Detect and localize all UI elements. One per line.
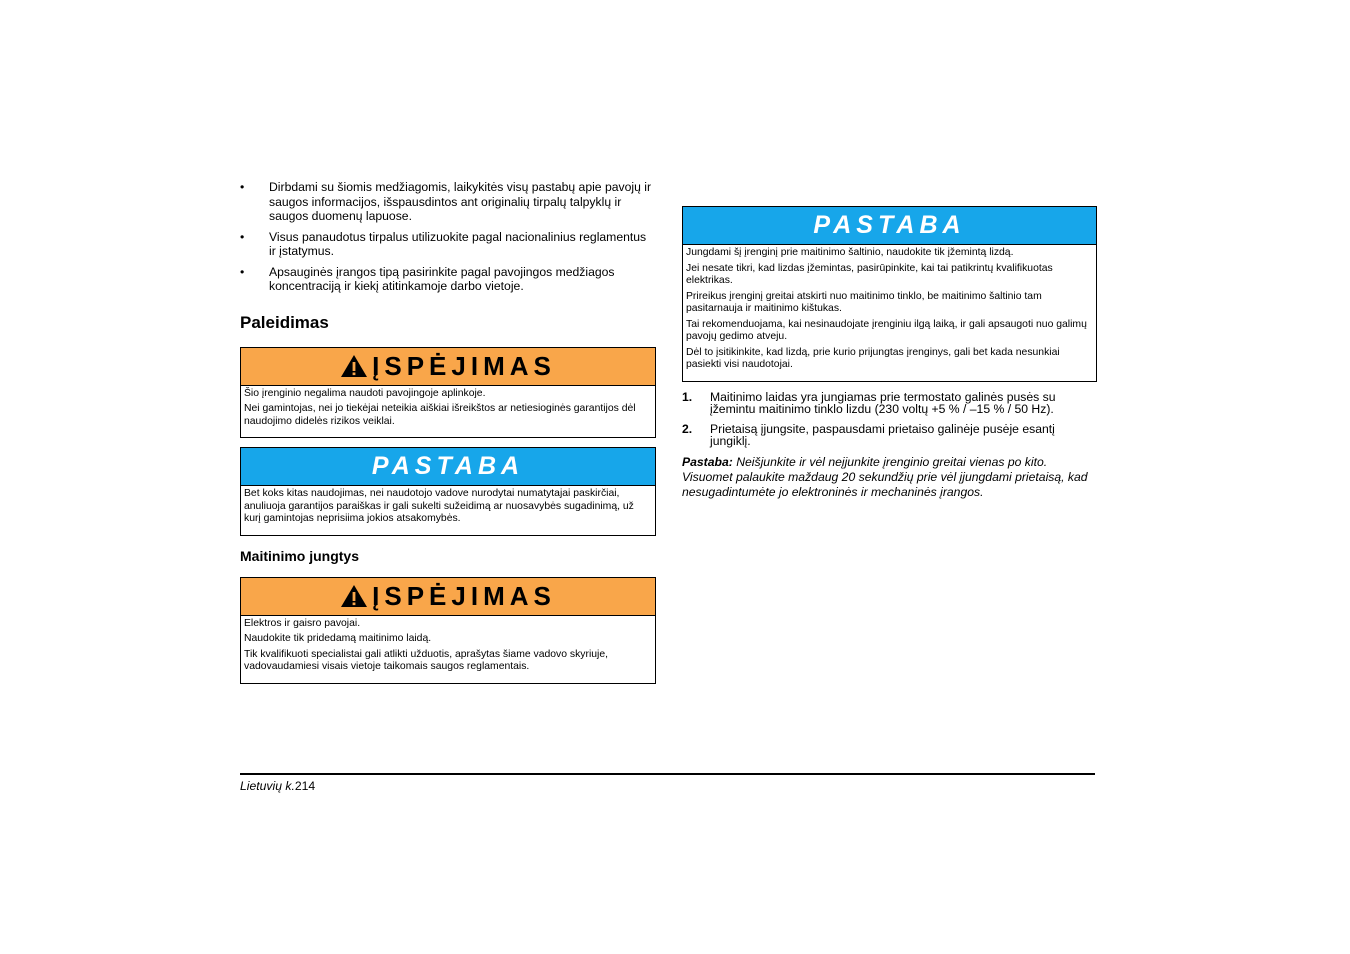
warning-title: ĮSPĖJIMAS — [372, 580, 556, 611]
step-item — [682, 423, 1097, 448]
note-header — [241, 448, 655, 486]
list-item — [240, 230, 656, 259]
step-item — [682, 391, 1097, 416]
page-number: 214 — [294, 779, 316, 793]
bullet-icon: • — [240, 180, 245, 194]
warning-line: Nei gamintojas, nei jo tiekėjai neteikia aiškiai išreikštos ar netiesioginės garantijos dėl naudojimo didelės rizikos veiklai. — [244, 403, 636, 427]
note-line: Dėl to įsitikinkite, kad lizdą, prie kurio prijungtas įrenginys, gali bet kada nesunkiai pasiekti visi naudotojai. — [686, 346, 1060, 370]
list-item — [240, 180, 656, 224]
note-paragraph — [682, 455, 1097, 500]
bullet-list — [240, 180, 656, 294]
note-line: Jei nesate tikri, kad lizdas įžemintas, pasirūpinkite, kai tai patikrintų kvalifikuotas elektrikas. — [686, 262, 1053, 286]
subsection-title: Maitinimo jungtys — [240, 547, 359, 564]
warning-header — [241, 578, 655, 616]
note-box — [682, 206, 1097, 382]
note-header — [683, 207, 1096, 245]
note-box — [240, 447, 656, 536]
note-title: PASTABA — [813, 211, 966, 239]
warning-line: Naudokite tik pridedamą maitinimo laidą. — [244, 633, 432, 644]
note-line: Tai rekomenduojama, kai nesinaudojate įrenginiu ilgą laiką, ir gali apsaugoti nuo galimų pavojų gedimo atveju. — [686, 318, 1087, 342]
step-text: Maitinimo laidas yra jungiamas prie termostato galinės pusės su įžemintu maitinimo tinklo lizdu (230 voltų +5 % / –15 % / 50 Hz). — [710, 389, 1056, 416]
step-number: 2. — [682, 421, 693, 436]
warning-line: Tik kvalifikuoti specialistai gali atlikti užduotis, aprašytas šiame vadovo skyriuje, vadovaudamiesi visais vietoje taikomais saugos reglamentais. — [244, 648, 609, 672]
warning-box — [240, 577, 656, 684]
warning-body — [241, 616, 655, 683]
footer-divider — [240, 773, 1095, 775]
left-column — [240, 180, 656, 693]
section-title: Paleidimas — [240, 312, 329, 332]
warning-line: Elektros ir gaisro pavojai. — [244, 617, 361, 629]
bullet-icon: • — [240, 264, 245, 279]
bullet-text: Dirbdami su šiomis medžiagomis, laikykitės visų pastabų apie pavojų ir saugos informacijos, išspausdintos ant originalių tirpalų talpyklų ir saugos duomenų lapuose. — [269, 180, 652, 223]
note-line: Jungdami šį įrenginį prie maitinimo šaltinio, naudokite tik įžemintą lizdą. — [686, 247, 1014, 258]
note-title: PASTABA — [371, 452, 525, 480]
warning-box — [240, 347, 656, 439]
step-number: 1. — [682, 389, 693, 404]
note-body — [683, 245, 1096, 381]
right-column — [682, 206, 1097, 500]
warning-body — [241, 386, 655, 438]
warning-triangle-icon — [340, 584, 368, 608]
warning-triangle-icon — [340, 354, 368, 378]
page-footer — [240, 779, 315, 793]
list-item — [240, 265, 656, 294]
bullet-text: Apsauginės įrangos tipą pasirinkite pagal pavojingos medžiagos koncentraciją ir kiekį atitinkamoje darbo vietoje. — [269, 264, 615, 293]
bullet-icon: • — [240, 229, 245, 244]
note-text: Neišjunkite ir vėl neįjunkite įrenginio greitai vienas po kito. Visuomet palaukite maždaug 20 sekundžių prie vėl įjungdami prietaisą, kad nesugadintumėte jo elektroninės ir mechaninės įrangos. — [682, 454, 1088, 499]
note-line: Prireikus įrenginį greitai atskirti nuo maitinimo tinklo, be maitinimo šaltinio tam pasitarnauja ir maitinimo kištukas. — [686, 290, 1042, 314]
warning-title: ĮSPĖJIMAS — [372, 350, 556, 381]
step-text: Prietaisą įjungsite, paspausdami prietaiso galinėje pusėje esantį jungiklį. — [710, 421, 1055, 448]
bullet-text: Visus panaudotus tirpalus utilizuokite pagal nacionalinius reglamentus ir įstatymus. — [269, 229, 647, 258]
note-label: Pastaba: — [682, 454, 733, 469]
warning-header — [241, 348, 655, 386]
footer-language: Lietuvių k. — [240, 779, 295, 793]
warning-line: Šio įrenginio negalima naudoti pavojingoje aplinkoje. — [244, 387, 486, 399]
note-line: Bet koks kitas naudojimas, nei naudotojo vadove nurodytai numatytajai paskirčiai, anuliuoja garantijos paraiškas ir gali sukelti sužeidimą ar nuosavybės sugadinimą, už kurį gamintojas neprisiima jokios atsakomybės. — [244, 488, 634, 524]
note-body — [241, 486, 655, 535]
steps-list — [682, 391, 1097, 448]
